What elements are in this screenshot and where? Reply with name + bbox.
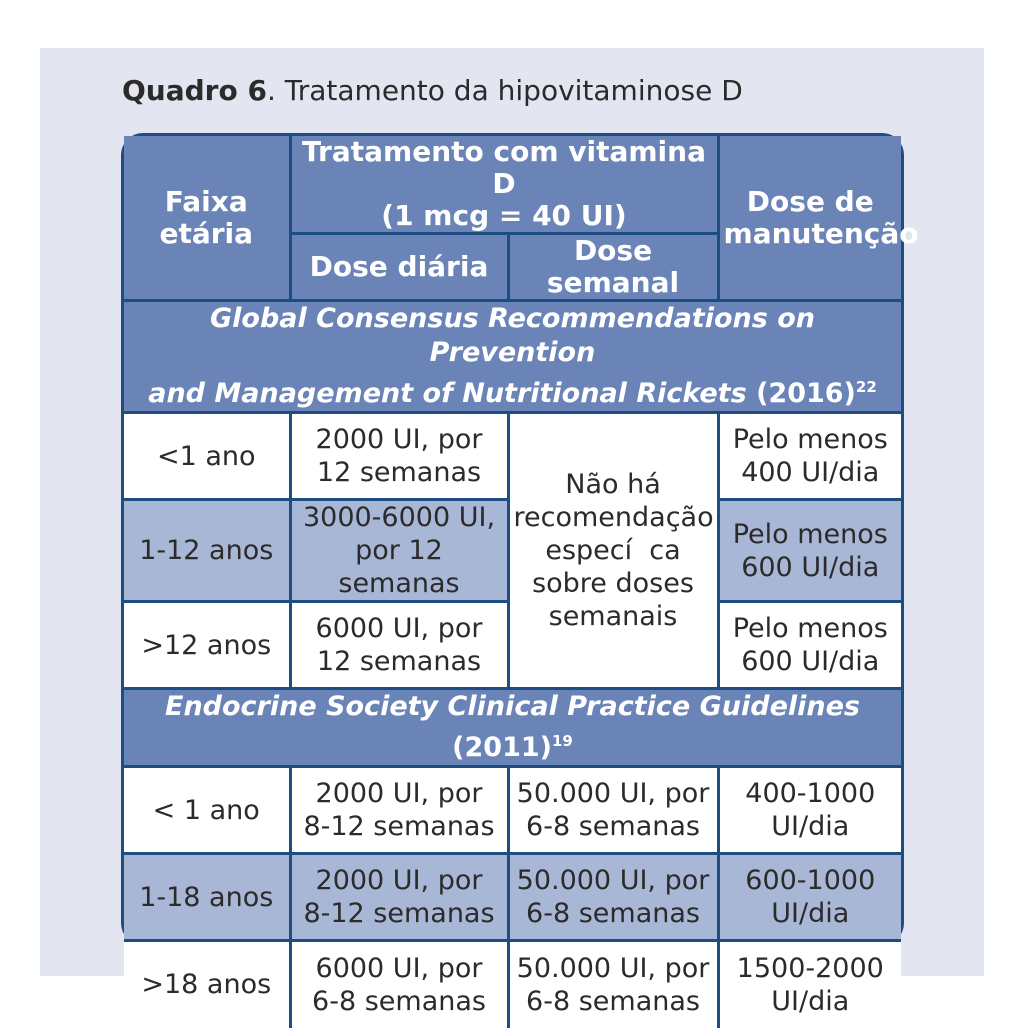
cell-maintenance [718, 500, 901, 602]
cell-maintenance [718, 767, 901, 854]
cell-line: 600 UI/dia [741, 646, 880, 677]
cell-line: por 12 semanas [338, 535, 460, 599]
cell-line: 2000 UI, por [315, 424, 483, 455]
cell-line: 600 UI/dia [741, 551, 880, 583]
cell-age: 1-12 anos [124, 500, 290, 602]
table-caption [122, 74, 743, 107]
section-year: (2011) [452, 732, 552, 763]
cell-line: 8-12 semanas [303, 811, 495, 842]
cell-line: recomendação [513, 502, 714, 533]
cell-line: 12 semanas [316, 646, 482, 677]
cell-line: 600-1000 [745, 865, 876, 896]
header-maintenance [718, 136, 919, 301]
cell-line: 2000 UI, por [315, 778, 483, 809]
treatment-table-grid [124, 135, 919, 1028]
section-title-line: Global Consensus Recommendations on Prevention [210, 303, 815, 368]
cell-weekly-merged [508, 413, 718, 689]
cell-line: 8-12 semanas [303, 898, 495, 929]
cell-line: 400 UI/dia [741, 457, 880, 488]
section-title-endocrine [124, 689, 901, 767]
cell-line: Pelo menos [732, 518, 888, 550]
cell-line: 2000 UI, por [315, 865, 483, 896]
cell-age: >18 anos [124, 941, 290, 1028]
cell-line: UI/dia [771, 985, 850, 1017]
cell-line: Não há [565, 469, 661, 500]
table-row [124, 941, 901, 1028]
cell-line: 6-8 semanas [526, 985, 700, 1017]
header-treatment-line: Tratamento com vitamina D [302, 135, 706, 200]
section-title-line: Endocrine Society Clinical Practice Guidelines [165, 691, 860, 722]
header-age [124, 136, 290, 301]
cell-daily [290, 767, 508, 854]
cell-line: 6000 UI, por [315, 613, 483, 644]
cell-maintenance [718, 602, 901, 689]
section-ref: 22 [855, 378, 877, 396]
caption-label: Quadro 6 [122, 74, 267, 107]
cell-line: 50.000 UI, por [516, 952, 710, 984]
cell-daily [290, 854, 508, 941]
table-row [124, 767, 901, 854]
header-weekly: Dose semanal [508, 234, 718, 301]
cell-line: Pelo menos [732, 424, 888, 455]
cell-line: 3000-6000 UI, [302, 502, 496, 533]
caption-text: . Tratamento da hipovitaminose D [266, 74, 743, 107]
cell-age: <1 ano [124, 413, 290, 500]
header-maintenance-line: manutenção [723, 216, 919, 250]
cell-age: >12 anos [124, 602, 290, 689]
header-age-line: etária [159, 216, 254, 250]
header-daily: Dose diária [290, 234, 508, 301]
cell-age: < 1 ano [124, 767, 290, 854]
cell-daily [290, 941, 508, 1028]
cell-daily [290, 602, 508, 689]
treatment-table [121, 133, 919, 1017]
cell-line: 6000 UI, por [315, 952, 483, 984]
cell-weekly [508, 941, 718, 1028]
cell-line: 50.000 UI, por [516, 865, 710, 896]
header-treatment-line: (1 mcg = 40 UI) [381, 199, 627, 232]
cell-line: 6-8 semanas [526, 811, 700, 842]
cell-line: sobre doses [532, 568, 694, 599]
header-treatment [290, 136, 718, 234]
cell-weekly [508, 854, 718, 941]
cell-daily [290, 413, 508, 500]
cell-daily [290, 500, 508, 602]
section-title-global [124, 301, 901, 413]
cell-line: 50.000 UI, por [516, 778, 710, 809]
header-maintenance-line: Dose de [746, 184, 874, 218]
cell-weekly [508, 767, 718, 854]
header-age-line: Faixa [164, 184, 248, 218]
cell-line: UI/dia [771, 811, 850, 842]
cell-line: 6-8 semanas [526, 898, 700, 929]
section-title-line: and Management of Nutritional Rickets [148, 378, 747, 409]
cell-maintenance [718, 413, 901, 500]
cell-line: 400-1000 [745, 778, 876, 809]
cell-line: UI/dia [771, 898, 850, 929]
cell-line: semanais [548, 601, 678, 632]
cell-line: especí ca [545, 535, 681, 566]
cell-line: 6-8 semanas [312, 985, 486, 1017]
cell-age: 1-18 anos [124, 854, 290, 941]
cell-line: Pelo menos [732, 613, 888, 644]
section-ref: 19 [551, 732, 573, 750]
section-year: (2016) [746, 378, 856, 409]
cell-maintenance [718, 941, 901, 1028]
cell-line: 12 semanas [316, 457, 482, 488]
table-row [124, 854, 901, 941]
table-row [124, 413, 901, 500]
cell-line: 1500-2000 [736, 952, 884, 984]
cell-maintenance [718, 854, 901, 941]
